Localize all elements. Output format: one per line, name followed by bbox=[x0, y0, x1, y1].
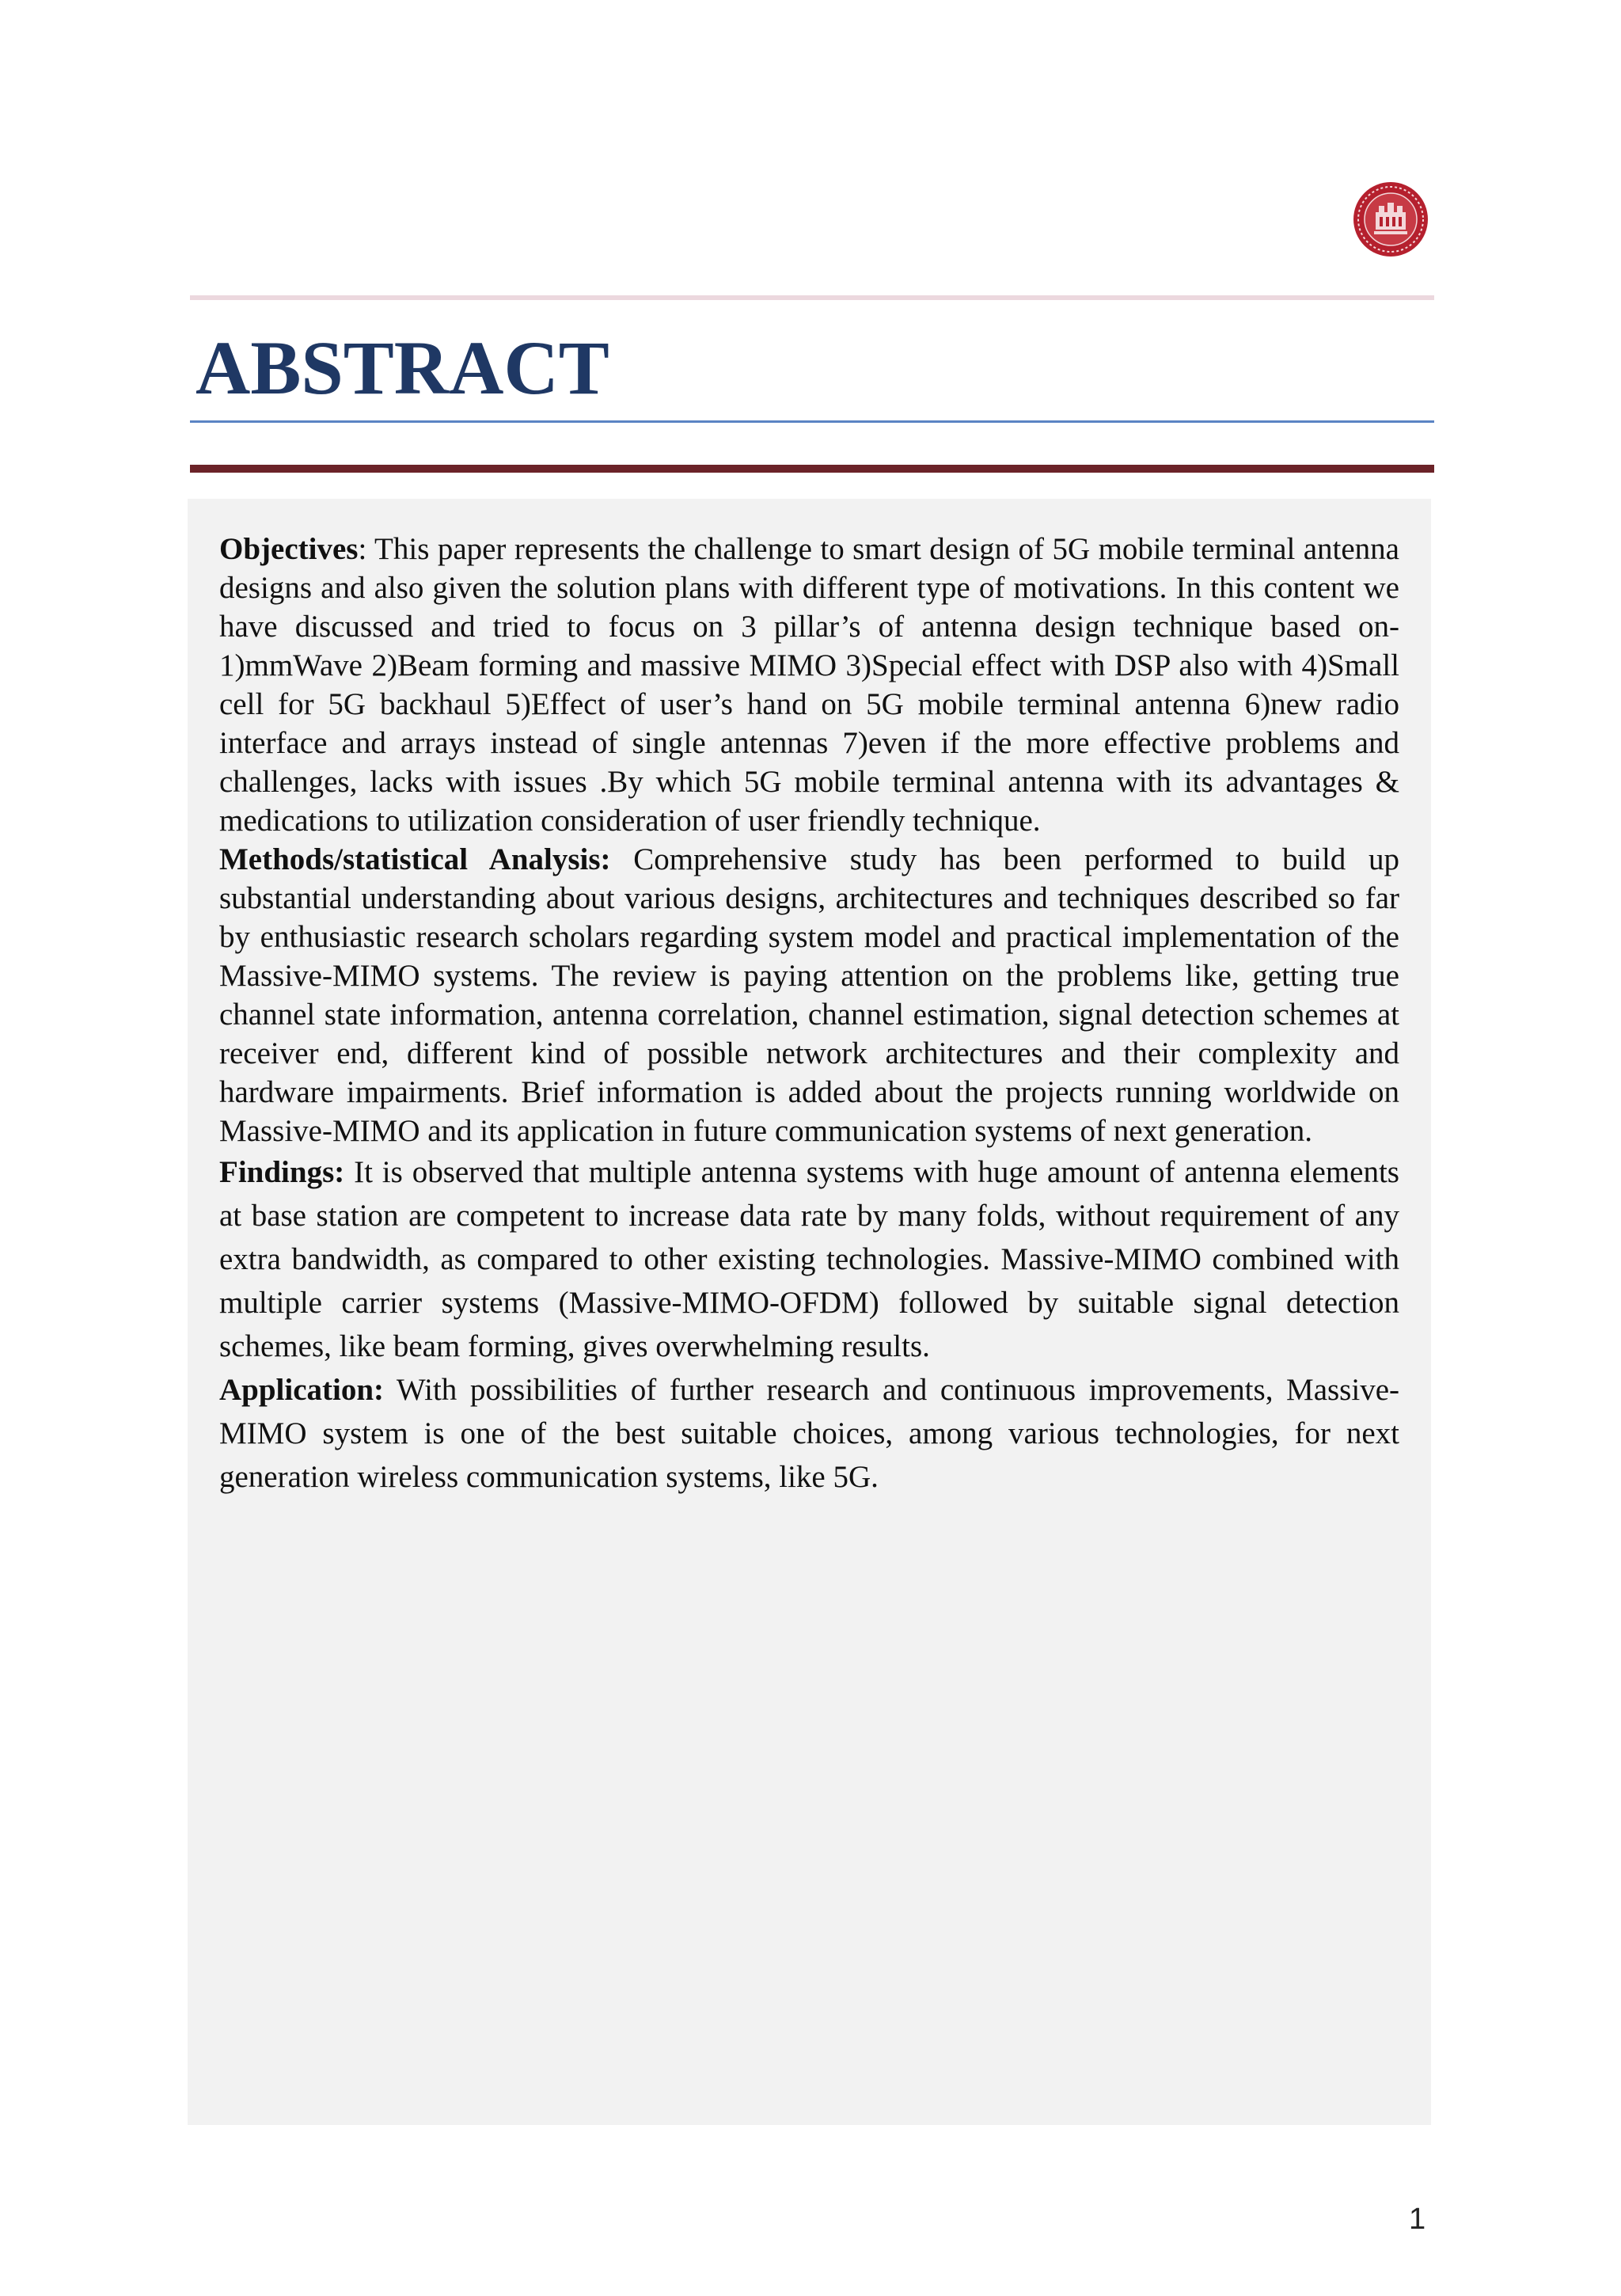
abstract-content bbox=[219, 530, 1399, 1499]
findings-label: Findings: bbox=[219, 1155, 345, 1189]
university-seal-icon bbox=[1352, 176, 1429, 263]
page-title: ABSTRACT bbox=[196, 325, 609, 410]
top-decorative-rule bbox=[190, 295, 1434, 300]
methods-label: Methods/statistical Analysis: bbox=[219, 842, 611, 876]
application-paragraph bbox=[219, 1368, 1399, 1499]
application-label: Application: bbox=[219, 1373, 385, 1407]
page-number: 1 bbox=[1409, 2203, 1426, 2236]
findings-paragraph bbox=[219, 1150, 1399, 1368]
title-underline-rule bbox=[190, 420, 1434, 423]
objectives-label: Objectives bbox=[219, 532, 359, 566]
objectives-paragraph bbox=[219, 530, 1399, 840]
application-text: With possibilities of further research and continuous improvements, Massive-MIMO system is one of the best suitable choices, among various technologies, for next generation wireless communication systems, like 5G. bbox=[219, 1373, 1399, 1494]
section-divider-rule bbox=[190, 465, 1434, 473]
methods-text: Comprehensive study has been performed to build up substantial understanding about various designs, architectures and techniques described so far by enthusiastic research scholars regarding system model and practical implementation of the Massive-MIMO systems. The review is paying attention on the problems like, getting true channel state information, antenna correlation, channel estimation, signal detection schemes at receiver end, different kind of possible network architectures and their complexity and hardware impairments. Brief information is added about the projects running worldwide on Massive-MIMO and its application in future communication systems of next generation. bbox=[219, 842, 1399, 1148]
methods-paragraph bbox=[219, 840, 1399, 1150]
objectives-text: : This paper represents the challenge to smart design of 5G mobile terminal antenna designs and also given the solution plans with different type of motivations. In this content we have discussed and tried to focus on 3 pillar’s of antenna design technique based on- 1)mmWave 2)Beam forming and massive MIMO 3)Special effect with DSP also with 4)Small cell for 5G backhaul 5)Effect of user’s hand on 5G mobile terminal antenna 6)new radio interface and arrays instead of single antennas 7)even if the more effective problems and challenges, lacks with issues .By which 5G mobile terminal antenna with its advantages & medications to utilization consideration of user friendly technique. bbox=[219, 532, 1399, 838]
findings-text: It is observed that multiple antenna systems with huge amount of antenna elements at base station are competent to increase data rate by many folds, without requirement of any extra bandwidth, as compared to other existing technologies. Massive-MIMO combined with multiple carrier systems (Massive-MIMO-OFDM) followed by suitable signal detection schemes, like beam forming, gives overwhelming results. bbox=[219, 1155, 1399, 1363]
